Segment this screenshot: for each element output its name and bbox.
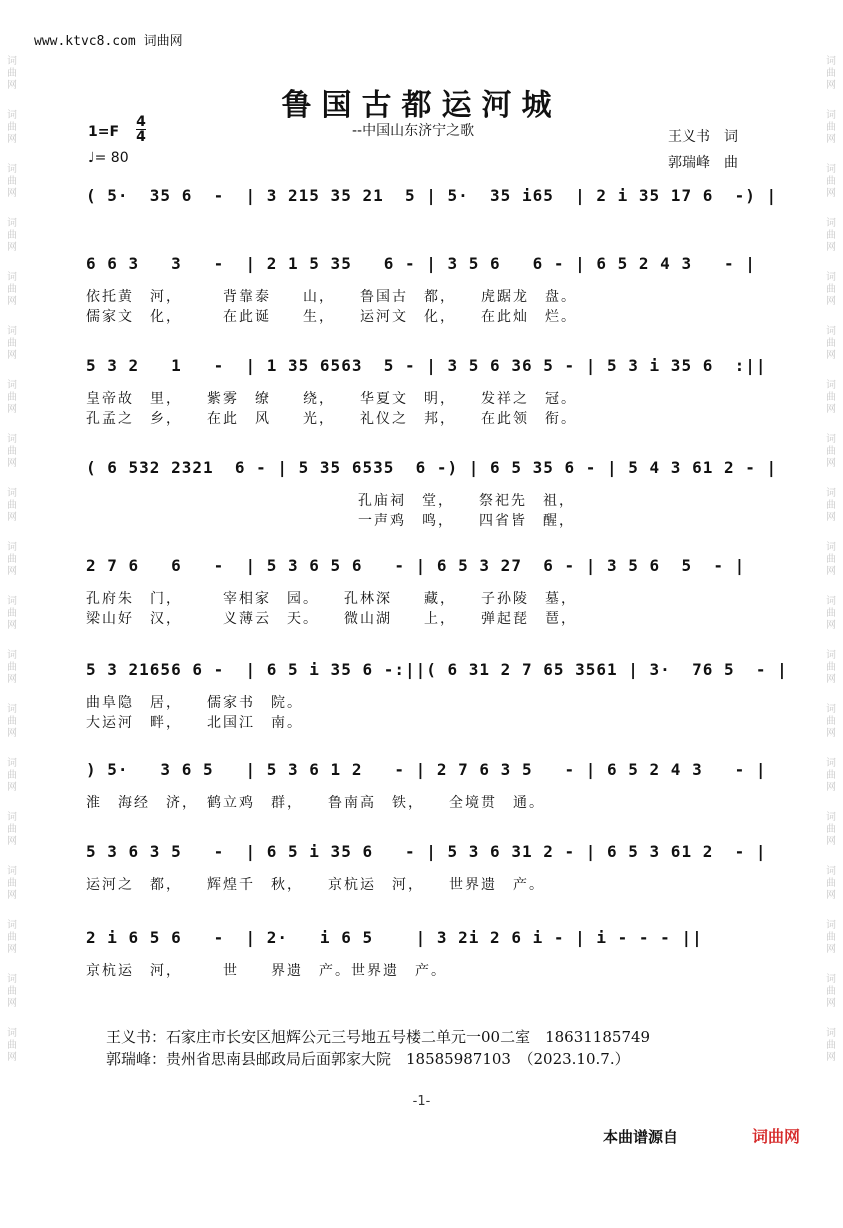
watermark-glyph: 词 曲 网 xyxy=(826,758,836,793)
source-label: 本曲谱源自 xyxy=(603,1128,679,1146)
lyric-line: 皇帝故 里， 紫雾 缭 绕， 华夏文 明， 发祥之 冠。 xyxy=(86,391,577,407)
notation-line: 5 3 21656 6 - | 6 5 i 35 6 -:||( 6 31 2 7 65 3561 | 3· 76 5 - | xyxy=(86,660,788,679)
lyric-line: 京杭运 河， 世 界遗 产。世界遗 产。 xyxy=(86,963,447,979)
composer-credit: 郭瑞峰 曲 xyxy=(668,155,738,171)
tempo-marking: ♩= 80 xyxy=(88,150,129,166)
watermark-glyph: 词 曲 网 xyxy=(7,704,17,739)
song-title: 鲁国古都运河城 xyxy=(281,88,562,123)
lyric-line: 大运河 畔， 北国江 南。 xyxy=(86,715,303,731)
notation-line: 6 6 3 3 - | 2 1 5 35 6 - | 3 5 6 6 - | 6 5 2 4 3 - | xyxy=(86,254,756,273)
watermark-glyph: 词 曲 网 xyxy=(7,542,17,577)
watermark-glyph: 词 曲 网 xyxy=(826,272,836,307)
watermark-glyph: 词 曲 网 xyxy=(7,272,17,307)
watermark-glyph: 词 曲 网 xyxy=(7,650,17,685)
watermark-glyph: 词 曲 网 xyxy=(7,758,17,793)
watermark-glyph: 词 曲 网 xyxy=(826,218,836,253)
notation-line: 2 i 6 5 6 - | 2· i 6 5 | 3 2i 2 6 i - | i - - - || xyxy=(86,928,703,947)
song-subtitle: --中国山东济宁之歌 xyxy=(352,123,475,139)
lyricist-credit: 王义书 词 xyxy=(668,129,738,145)
watermark-glyph: 词 曲 网 xyxy=(826,488,836,523)
site-url: www.ktvc8.com 词曲网 xyxy=(34,34,183,49)
notation-line: ( 6 532 2321 6 - | 5 35 6535 6 -) | 6 5 35 6 - | 5 4 3 61 2 - | xyxy=(86,458,778,477)
watermark-glyph: 词 曲 网 xyxy=(826,380,836,415)
lyric-line: 梁山好 汉， 义薄云 天。 微山湖 上， 弹起琵 琶， xyxy=(86,611,577,627)
watermark-glyph: 词 曲 网 xyxy=(7,380,17,415)
lyric-line: 孔府朱 门， 宰相家 园。 孔林深 藏， 子孙陵 墓， xyxy=(86,591,577,607)
watermark-glyph: 词 曲 网 xyxy=(826,164,836,199)
page-number: -1- xyxy=(412,1094,431,1109)
notation-line: 5 3 2 1 - | 1 35 6563 5 - | 3 5 6 36 5 - | 5 3 i 35 6 :|| xyxy=(86,356,767,375)
lyric-line: 孔庙祠 堂， 祭祀先 祖， xyxy=(86,493,575,509)
notation-line: 5 3 6 3 5 - | 6 5 i 35 6 - | 5 3 6 31 2 - | 6 5 3 61 2 - | xyxy=(86,842,767,861)
watermark-glyph: 词 曲 网 xyxy=(826,1028,836,1063)
watermark-glyph: 词 曲 网 xyxy=(7,56,17,91)
lyric-line: 曲阜隐 居， 儒家书 院。 xyxy=(86,695,303,711)
watermark-glyph: 词 曲 网 xyxy=(826,974,836,1009)
right-watermark-strip xyxy=(821,0,841,1228)
watermark-glyph: 词 曲 网 xyxy=(826,866,836,901)
brand-logo-text[interactable]: 词曲网 xyxy=(752,1127,801,1146)
lyric-line: 儒家文 化， 在此诞 生， 运河文 化， 在此灿 烂。 xyxy=(86,309,577,325)
watermark-glyph: 词 曲 网 xyxy=(7,974,17,1009)
notation-line: ( 5· 35 6 - | 3 215 35 21 5 | 5· 35 i65 | 2 i 35 17 6 -) | xyxy=(86,186,778,205)
watermark-glyph: 词 曲 网 xyxy=(826,596,836,631)
watermark-glyph: 词 曲 网 xyxy=(7,110,17,145)
key-signature: 1=F xyxy=(88,124,120,140)
lyric-line: 孔孟之 乡， 在此 风 光， 礼仪之 邦， 在此领 衔。 xyxy=(86,411,577,427)
watermark-glyph: 词 曲 网 xyxy=(7,812,17,847)
notation-line: ) 5· 3 6 5 | 5 3 6 1 2 - | 2 7 6 3 5 - | 6 5 2 4 3 - | xyxy=(86,760,767,779)
watermark-glyph: 词 曲 网 xyxy=(826,56,836,91)
watermark-glyph: 词 曲 网 xyxy=(7,1028,17,1063)
watermark-glyph: 词 曲 网 xyxy=(826,920,836,955)
left-watermark-strip xyxy=(2,0,22,1228)
watermark-glyph: 词 曲 网 xyxy=(7,488,17,523)
watermark-glyph: 词 曲 网 xyxy=(826,650,836,685)
lyric-line: 依托黄 河， 背靠泰 山， 鲁国古 都， 虎踞龙 盘。 xyxy=(86,289,577,305)
watermark-glyph: 词 曲 网 xyxy=(7,920,17,955)
composer-contact: 郭瑞峰：贵州省思南县邮政局后面郭家大院 18585987103 （2023.10.7.） xyxy=(106,1050,630,1068)
lyric-line: 一声鸡 鸣， 四省皆 醒， xyxy=(86,513,575,529)
watermark-glyph: 词 曲 网 xyxy=(7,326,17,361)
watermark-glyph: 词 曲 网 xyxy=(826,110,836,145)
watermark-glyph: 词 曲 网 xyxy=(826,542,836,577)
watermark-glyph: 词 曲 网 xyxy=(826,704,836,739)
time-signature: 4 4 xyxy=(136,114,146,145)
lyric-line: 运河之 都， 辉煌千 秋， 京杭运 河， 世界遗 产。 xyxy=(86,877,545,893)
watermark-glyph: 词 曲 网 xyxy=(7,596,17,631)
notation-line: 2 7 6 6 - | 5 3 6 5 6 - | 6 5 3 27 6 - | 3 5 6 5 - | xyxy=(86,556,746,575)
watermark-glyph: 词 曲 网 xyxy=(7,866,17,901)
watermark-glyph: 词 曲 网 xyxy=(826,434,836,469)
watermark-glyph: 词 曲 网 xyxy=(826,812,836,847)
watermark-glyph: 词 曲 网 xyxy=(7,218,17,253)
watermark-glyph: 词 曲 网 xyxy=(7,434,17,469)
watermark-glyph: 词 曲 网 xyxy=(826,326,836,361)
watermark-glyph: 词 曲 网 xyxy=(7,164,17,199)
lyricist-contact: 王义书：石家庄市长安区旭辉公元三号地五号楼二单元一00二室 18631185749 xyxy=(106,1028,651,1046)
lyric-line: 淮 海经 济， 鹤立鸡 群， 鲁南高 铁， 全境贯 通。 xyxy=(86,795,545,811)
